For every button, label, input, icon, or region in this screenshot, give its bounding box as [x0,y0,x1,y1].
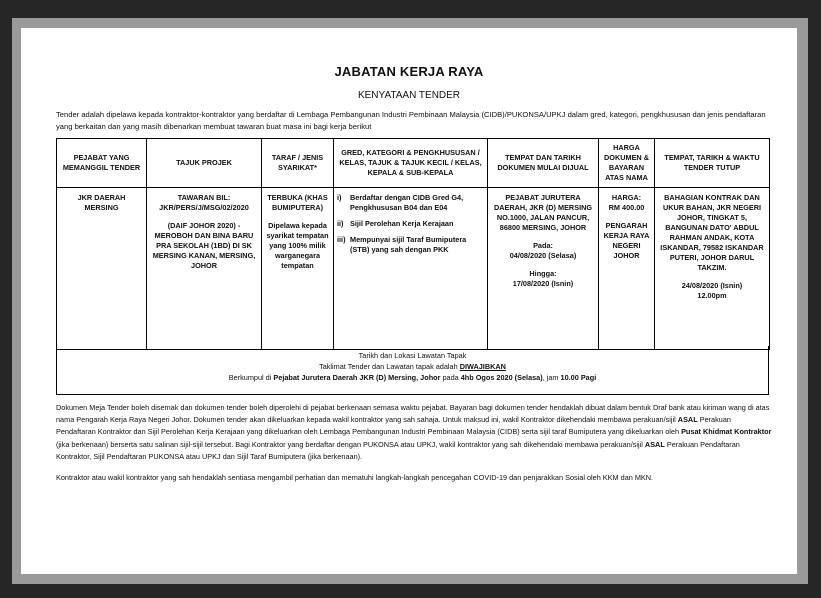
lawatan-location: Pejabat Jurutera Daerah JKR (D) Mersing, Johor [273,373,441,382]
page-title: JABATAN KERJA RAYA [334,64,484,79]
lawatan-pada: pada [440,373,461,382]
para-text: (jika berkenaan) berserta satu salinan sijil-sijil tersebut. Bagi Kontraktor yang berdaftar dengan PUKONSA atau UPKJ, wakil kontraktor yang sah dikehendaki membawa perakuan/sijil [56,439,645,449]
taraf-desc: Dipelawa kepada syarikat tempatan yang 100% milik warganegara tempatan [266,221,329,270]
cell-tajuk [147,188,262,350]
cell-pejabat: JKR DAERAH MERSING [57,188,147,350]
lawatan-berkumpul-text: Berkumpul di [228,373,274,382]
hingga-date: 17/08/2020 (Isnin) [512,279,574,288]
tender-table [56,138,770,350]
para-bold: Pusat Khidmat Kontraktor [681,427,772,437]
page-subtitle: KENYATAAN TENDER [357,90,461,101]
header-taraf: TARAF / JENIS SYARIKAT* [262,139,334,188]
gred-item [337,193,484,213]
harga-value: RM 400.00 [608,203,645,212]
header-harga: HARGA DOKUMEN & BAYARAN ATAS NAMA [599,139,655,188]
cell-harga [599,188,655,350]
harga-label: HARGA: [611,193,642,202]
hingga-label: Hingga: [529,269,557,278]
lawatan-jam: , jam [542,373,561,382]
gred-item-num: iii) [337,235,346,244]
header-tajuk: TAJUK PROJEK [147,139,262,188]
tajuk-desc: (DAIF JOHOR 2020) - MEROBOH DAN BINA BARU PRA SEKOLAH (1BD) DI SK MERSING KANAN, MERSING, JOHOR [152,221,256,270]
dokumen-paragraph [56,402,772,463]
header-tutup: TEMPAT, TARIKH & WAKTU TENDER TUTUP [655,139,770,188]
header-tempat: TEMPAT DAN TARIKH DOKUMEN MULAI DIJUAL [488,139,599,188]
header-pejabat: PEJABAT YANG MEMANGGIL TENDER [57,139,147,188]
gred-item-num: i) [337,193,342,202]
table-row [57,188,770,350]
tutup-time: 12.00pm [697,291,727,300]
para-text: Perakuan Pendaftaran Kontraktor dan Sijil Perolehan Kerja Kerajaan yang dikeluarkan oleh Lembaga Pembangunan Industri Pembinaan Malaysia (CIDB) serta sijil taraf Bumiputera yang dikeluarkan oleh [56,415,731,437]
header-gred: GRED, KATEGORI & PENGKHUSUSAN / KELAS, TAJUK & TAJUK KECIL / KELAS, KEPALA & SUB-KEPALA [334,139,488,188]
table-header-row [57,139,770,188]
lawatan-time: 10.00 Pagi [560,373,597,382]
pada-date: 04/08/2020 (Selasa) [509,251,577,260]
gred-item-num: ii) [337,219,344,228]
gred-item-text: Berdaftar dengan CIDB Gred G4, Pengkhususan B04 dan E04 [350,193,464,212]
lawatan-taklimat-text: Taklimat Tender dan Lawatan tapak adalah [319,362,460,371]
tempat-address: PEJABAT JURUTERA DAERAH, JKR (D) MERSING NO.1000, JALAN PANCUR, 86800 MERSING, JOHOR [493,193,593,232]
tutup-date: 24/08/2020 (Isnin) [681,281,743,290]
cell-tutup [655,188,770,350]
lawatan-berkumpul [57,372,768,383]
lawatan-wajib: DIWAJIBKAN [459,362,506,371]
lawatan-title: Tarikh dan Lokasi Lawatan Tapak [358,351,467,360]
lawatan-date: 4hb Ogos 2020 (Selasa) [460,373,543,382]
covid-paragraph: Kontraktor atau wakil kontraktor yang sah hendaklah sentiasa mengambil perhatian dan mematuhi langkah-langkah pencegahan COVID-19 dan penjarakkan Sosial oleh KKM dan MKN. [56,473,654,482]
para-bold: ASAL [677,415,698,425]
pada-label: Pada: [533,241,553,250]
para-text: Perakuan Pendaftaran Kontraktor, Sijil Pendaftaran PUKONSA atau UPKJ dan Sijil Taraf Bumiputera (jika berkenaan). [56,439,740,461]
gred-item [337,219,484,229]
gred-item [337,235,484,255]
tutup-address: BAHAGIAN KONTRAK DAN UKUR BAHAN, JKR NEGERI JOHOR, TINGKAT 5, BANGUNAN DATO' ABDUL RAHMAN ANDAK, KOTA ISKANDAR, 79582 ISKANDAR PUTERI, JOHOR DARUL TAKZIM. [660,193,764,272]
gred-item-text: Mempunyai sijil Taraf Bumiputera (STB) yang sah dengan PKK [350,235,467,254]
lawatan-taklimat [57,361,768,372]
intro-paragraph: Tender adalah dipelawa kepada kontraktor-kontraktor yang berdaftar di Lembaga Pembangunan Industri Pembinaan Malaysia (CIDB)/PUKONSA/UPKJ dalam gred, kategori, pengkhususan dan jenis pendaftaran yang berkaitan dan yang masih dibenarkan membuat tawaran buat masa ini bagi kerja berikut [56,110,766,131]
taraf-type: TERBUKA (KHAS BUMIPUTERA) [267,193,328,212]
cell-taraf [262,188,334,350]
cell-gred [334,188,488,350]
para-text: Dokumen Meja Tender boleh disemak dan dokumen tender boleh diperolehi di pejabat berkenaan semasa waktu pejabat. Bayaran bagi dokumen tender hendaklah dibuat dalam bentuk Draf bank atau kiriman wang di atas nama Pengarah Kerja Raya Negeri Johor. Dokumen tender akan dikeluarkan kepada wakil kontraktor yang sah sahaja. Untuk maksud ini, wakil Kontraktor dikehendaki membawa perakuan/sijil [56,403,770,425]
gred-item-text: Sijil Perolehan Kerja Kerajaan [350,219,454,228]
bayaran-name: PENGARAH KERJA RAYA NEGERI JOHOR [603,221,650,260]
lawatan-box [56,346,769,395]
para-bold: ASAL [644,439,665,449]
document-page [21,28,797,574]
tajuk-bil: TAWARAN BIL: JKR/PERS/J/MSG/02/2020 [159,193,249,212]
cell-tempat [488,188,599,350]
